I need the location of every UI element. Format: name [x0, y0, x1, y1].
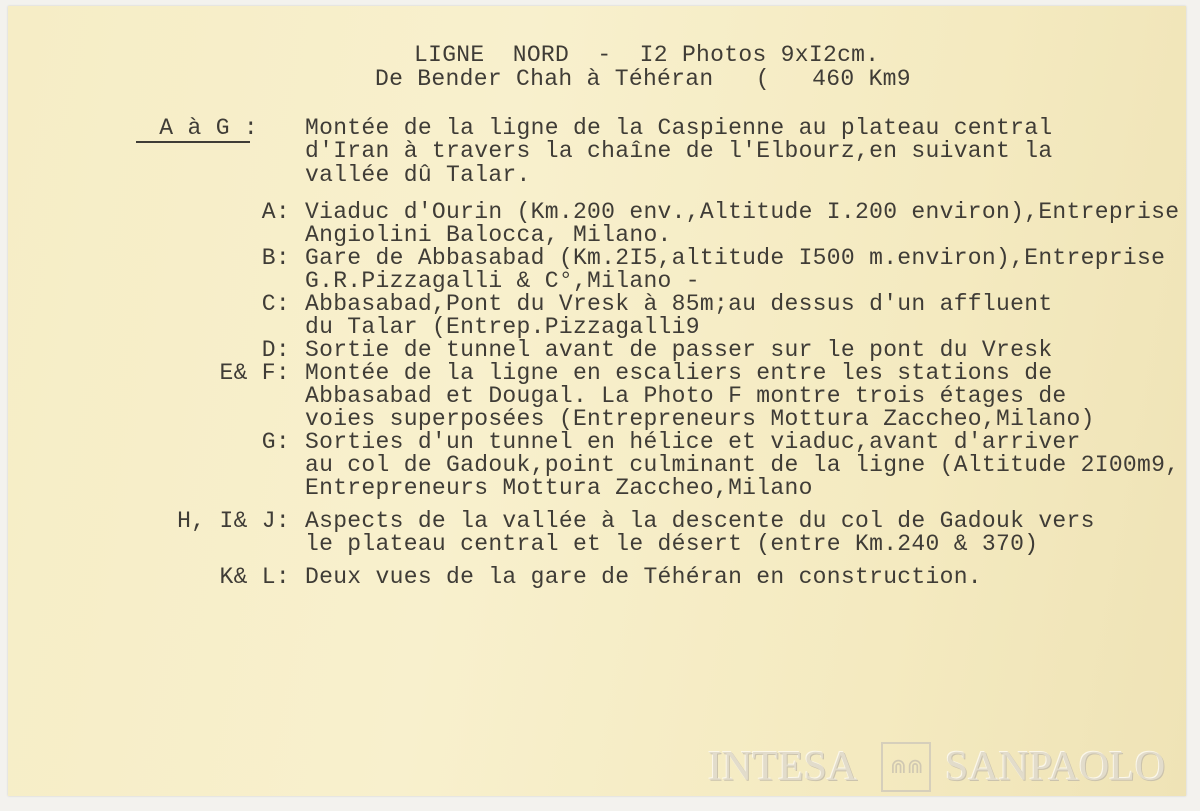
entry-line: Entrepreneurs Mottura Zaccheo,Milano [305, 475, 813, 501]
entry-line: Abbasabad,Pont du Vresk à 85m;au dessus d'un affluent [305, 291, 1053, 317]
entry-label-a-g: A à G : [159, 115, 258, 141]
entry-line: du Talar (Entrep.Pizzagalli9 [305, 314, 700, 340]
watermark-sanpaolo: SANPAOLO [945, 744, 1166, 790]
entry-line: au col de Gadouk,point culminant de la ligne (Altitude 2I00m9, [305, 452, 1180, 478]
entry-line: Viaduc d'Ourin (Km.200 env.,Altitude I.200 environ),Entreprise [305, 199, 1180, 225]
entry-line: vallée dû Talar. [305, 162, 531, 188]
entry-line: Deux vues de la gare de Téhéran en construction. [305, 564, 982, 590]
label-underline [136, 141, 250, 143]
entry-line: G.R.Pizzagalli & C°,Milano - [305, 268, 700, 294]
entry-line: Abbasabad et Dougal. La Photo F montre trois étages de [305, 383, 1067, 409]
entry-label-e-f: E& F: [219, 360, 290, 386]
document-subtitle: De Bender Chah à Téhéran ( 460 Km9 [375, 66, 911, 92]
entry-line: Aspects de la vallée à la descente du col de Gadouk vers [305, 508, 1095, 534]
entry-label-c: C: [261, 291, 290, 317]
entry-label-k-l: K& L: [219, 564, 290, 590]
entry-line: d'Iran à travers la chaîne de l'Elbourz,en suivant la [305, 138, 1053, 164]
watermark-intesa: INTESA [708, 744, 858, 790]
entry-label-a: A: [261, 199, 290, 225]
entry-label-g: G: [261, 429, 290, 455]
watermark-logo-icon [881, 742, 931, 792]
document-title: LIGNE NORD - I2 Photos 9xI2cm. [414, 42, 880, 68]
entry-line: Angiolini Balocca, Milano. [305, 222, 672, 248]
entry-label-d: D: [261, 337, 290, 363]
entry-line: Montée de la ligne de la Caspienne au plateau central [305, 115, 1053, 141]
entry-line: Sorties d'un tunnel en hélice et viaduc,avant d'arriver [305, 429, 1081, 455]
watermark-logo-mark: ⋒⋒ [890, 756, 924, 778]
entry-label-h-i-j: H, I& J: [177, 508, 290, 534]
entry-line: voies superposées (Entrepreneurs Mottura Zaccheo,Milano) [305, 406, 1095, 432]
entry-line: Sortie de tunnel avant de passer sur le pont du Vresk [305, 337, 1053, 363]
entry-line: Montée de la ligne en escaliers entre les stations de [305, 360, 1053, 386]
entry-label-b: B: [261, 245, 290, 271]
entry-line: le plateau central et le désert (entre Km.240 & 370) [305, 531, 1039, 557]
entry-line: Gare de Abbasabad (Km.2I5,altitude I500 m.environ),Entreprise [305, 245, 1166, 271]
